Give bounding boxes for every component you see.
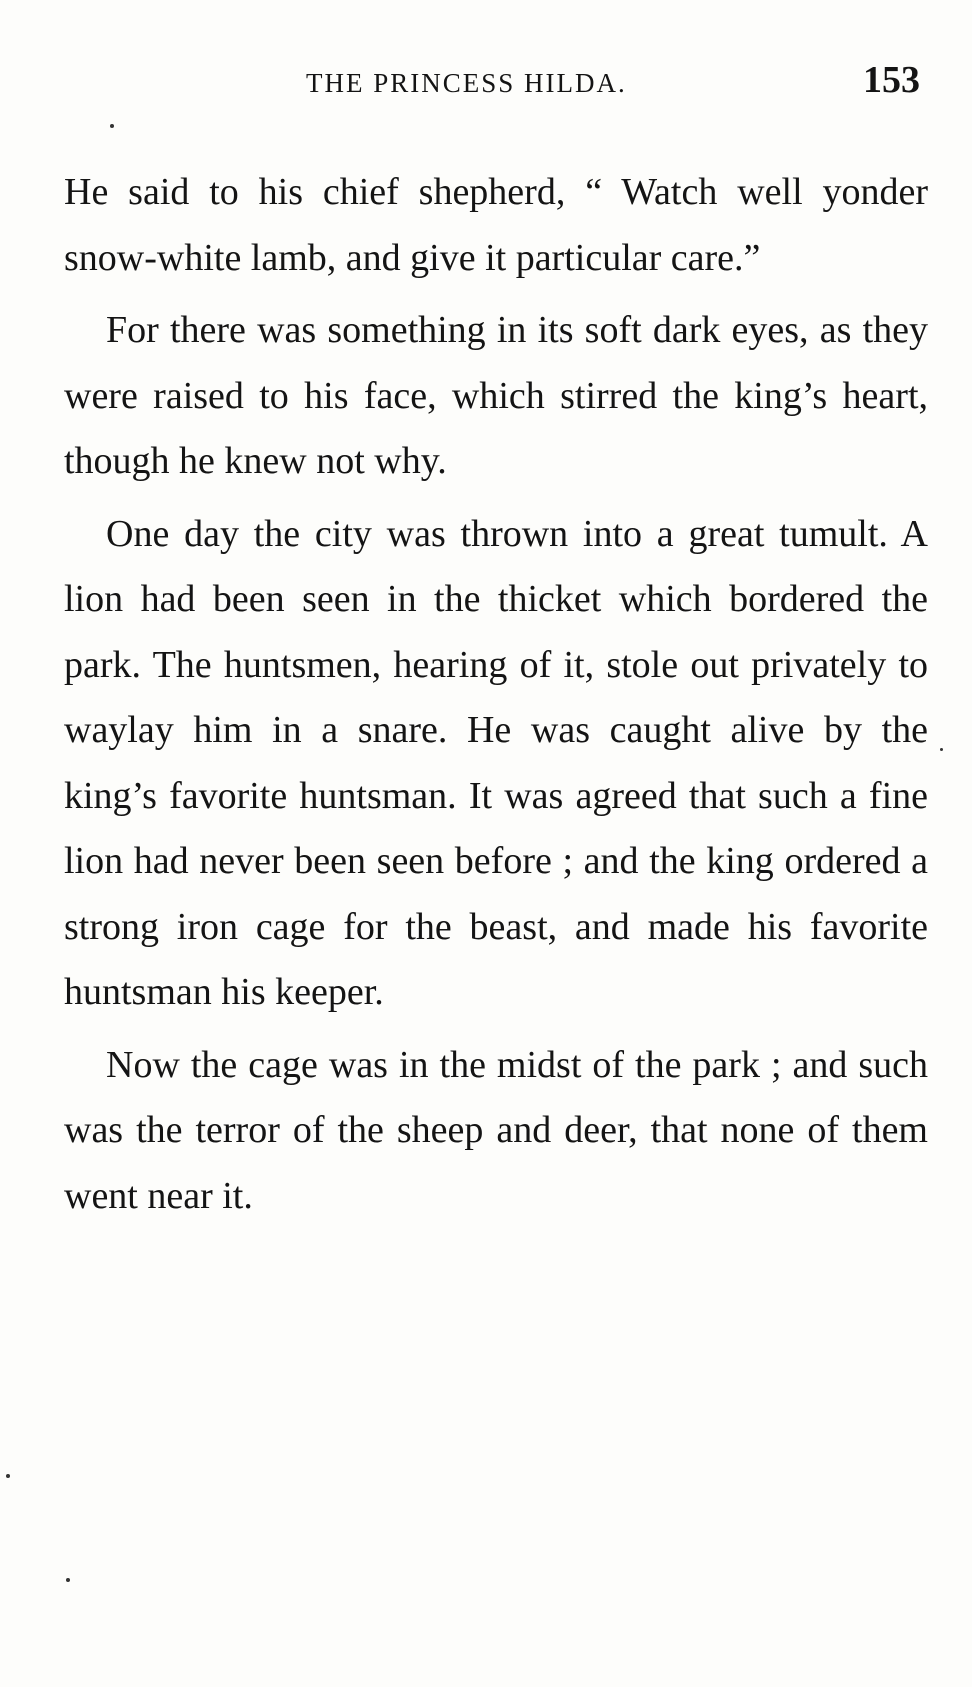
paragraph-4: Now the cage was in the midst of the park ; and such was the terror of the sheep and deer, that none of them went near it. bbox=[64, 1043, 928, 1217]
print-speck bbox=[110, 124, 114, 128]
page-number: 153 bbox=[863, 59, 920, 101]
print-speck bbox=[940, 748, 943, 751]
paragraph-2: For there was something in its soft dark eyes, as they were raised to his face, which stirred the king’s heart, though he knew not why. bbox=[64, 309, 928, 482]
paragraph-3: One day the city was thrown into a great tumult. A lion had been seen in the thicket which bordered the park. The huntsmen, hearing of it, stole out privately to waylay him in a snare. He was caught alive by the king’s favorite huntsman. It was agreed that such a fine lion had never been seen before ; and the king ordered a strong iron cage for the beast, and made his favorite huntsman his keeper. bbox=[64, 512, 928, 1013]
running-title: THE PRINCESS HILDA. bbox=[306, 68, 627, 98]
running-head bbox=[64, 58, 924, 108]
body-text bbox=[64, 160, 928, 1229]
paragraph-1: He said to his chief shepherd, “ Watch well yonder snow-white lamb, and give it particular care.” bbox=[64, 171, 928, 279]
print-speck bbox=[66, 1578, 70, 1582]
print-speck bbox=[6, 1474, 10, 1478]
